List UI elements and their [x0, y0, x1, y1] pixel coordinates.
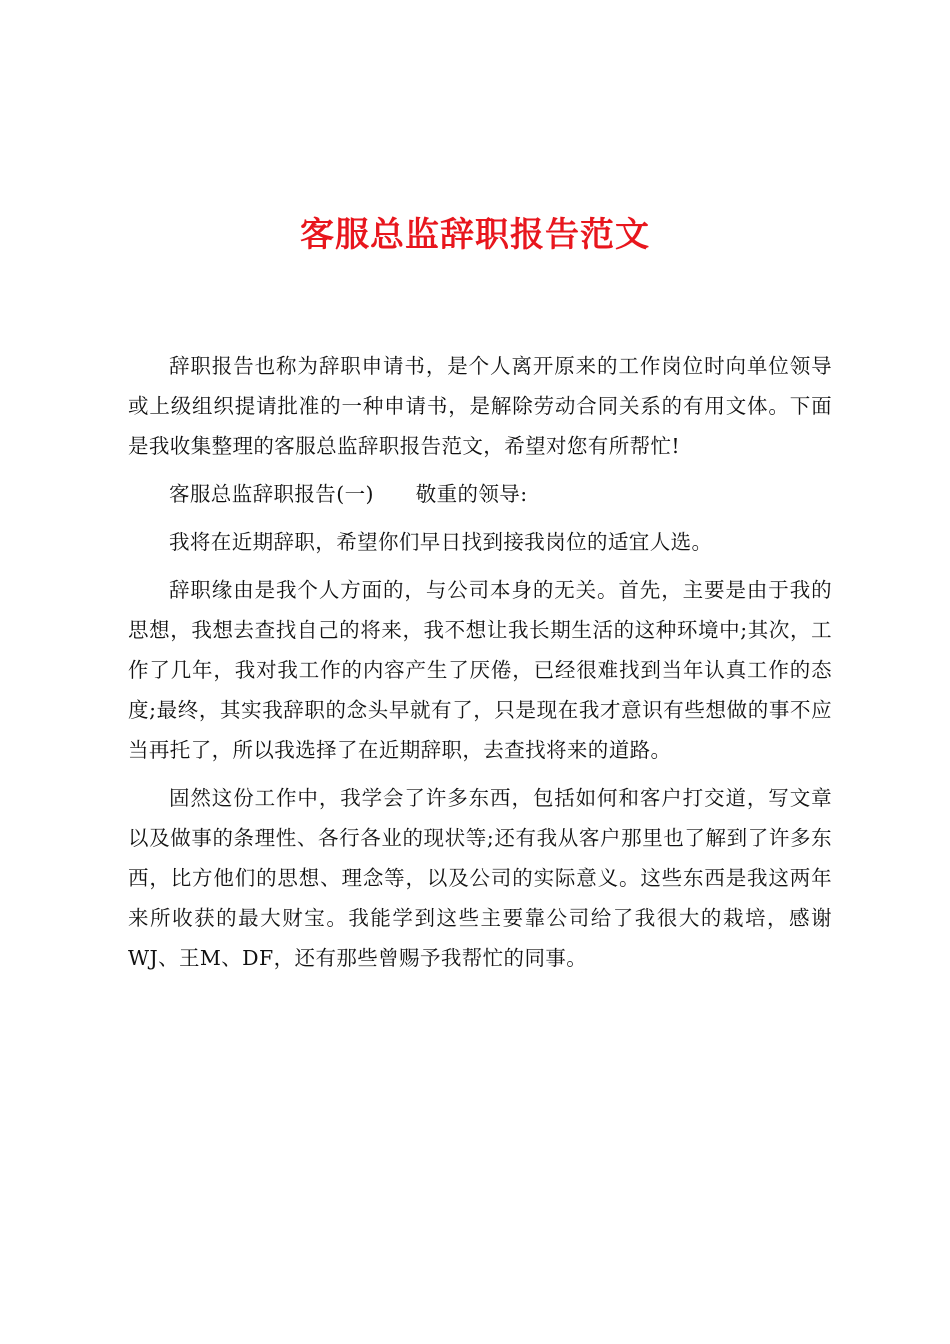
paragraph-reasons: 辞职缘由是我个人方面的，与公司本身的无关。首先，主要是由于我的思想，我想去查找自己的将来，我不想让我长期生活的这种环境中;其次，工作了几年，我对我工作的内容产生了厌倦，已经很难找到当年认真工作的态度;最终，其实我辞职的念头早就有了，只是现在我才意识有些想做的事不应当再托了，所以我选择了在近期辞职，去查找将来的道路。: [128, 578, 832, 762]
paragraph-intro: 辞职报告也称为辞职申请书，是个人离开原来的工作岗位时向单位领导或上级组织提请批准的一种申请书，是解除劳动合同关系的有用文体。下面是我收集整理的客服总监辞职报告范文，希望对您有所帮忙!: [128, 354, 832, 458]
document-body: [128, 346, 832, 986]
paragraph-gratitude: 固然这份工作中，我学会了许多东西，包括如何和客户打交道，写文章以及做事的条理性、各行各业的现状等;还有我从客户那里也了解到了许多东西，比方他们的思想、理念等，以及公司的实际意义。这些东西是我这两年来所收获的最大财宝。我能学到这些主要靠公司给了我很大的栽培，感谢WJ、王M、DF，还有那些曾赐予我帮忙的同事。: [128, 786, 832, 970]
paragraph-resignation-notice: 我将在近期辞职，希望你们早日找到接我岗位的适宜人选。: [169, 530, 713, 554]
paragraph-heading-salutation: 客服总监辞职报告(一) 敬重的领导:: [169, 482, 528, 506]
document-title: 客服总监辞职报告范文: [300, 215, 650, 255]
